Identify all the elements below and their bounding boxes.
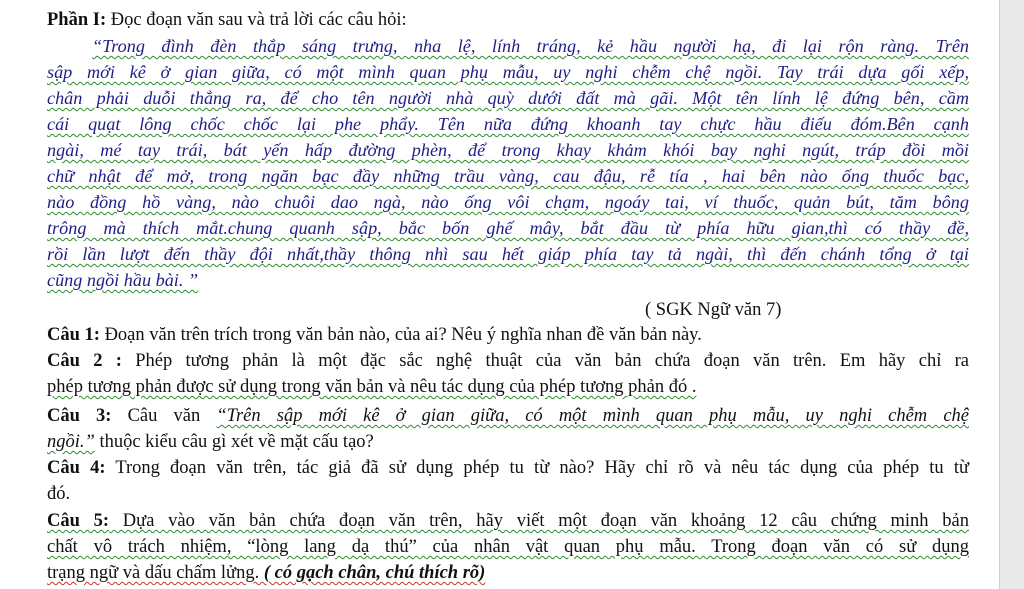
- question-2-line-1: [47, 350, 969, 372]
- question-3-line-2: [47, 431, 969, 453]
- question-3-label: Câu 3:: [47, 406, 112, 426]
- passage-line-6: chữ nhật để mở, trong ngăn bạc đầy những trầu vàng, cau đậu, rễ tía , hai bên nào ống thuốc bạc,: [47, 166, 969, 186]
- question-3-plain-1: Câu văn: [111, 406, 217, 426]
- question-3-quote-1: “Trên sập mới kê ở gian giữa, có một mình quan phụ mẫu, uy nghi chễm chệ: [216, 406, 969, 426]
- part-title: [47, 9, 969, 31]
- question-5-label: Câu 5:: [47, 511, 110, 531]
- question-5-line-2: chất vô trách nhiệm, “lòng lang dạ thú” của nhân vật quan phụ mẫu. Trong đoạn văn có sử dụng: [47, 537, 969, 557]
- question-5-emphasis: ( có gạch chân, chú thích rõ): [263, 563, 486, 583]
- question-2-label: Câu 2 :: [47, 351, 122, 371]
- question-1-text: Đoạn văn trên trích trong văn bản nào, của ai? Nêu ý nghĩa nhan đề văn bản này.: [99, 325, 702, 345]
- passage-line-3: chân phải duỗi thẳng ra, để cho tên người nhà quỳ dưới đất mà gãi. Một tên lính lệ đứng bên, cầm: [47, 88, 969, 108]
- question-5-line-1: [47, 510, 969, 532]
- question-5-text-1: Dựa vào văn bản chứa đoạn văn trên, hãy viết một đoạn văn khoảng 12 câu chứng minh bản: [109, 511, 969, 531]
- question-1-label: Câu 1:: [47, 325, 100, 345]
- question-2-text-1: Phép tương phản là một đặc sắc nghệ thuật của văn bản chứa đoạn văn trên. Em hãy chỉ ra: [121, 351, 970, 371]
- part-label: Phần I:: [47, 10, 107, 30]
- passage-line-8: trông mà thích mắt.chung quanh sập, bắc bốn ghế mây, bắt đầu từ phía hữu gian,thì có thầy đề,: [47, 218, 969, 238]
- passage-line-4: cái quạt lông chốc chốc lại phe phẩy. Tên nữa đứng khoanh tay chực hầu điếu đóm.Bên cạnh: [47, 114, 969, 134]
- question-3-quote-2: ngồi.”: [47, 432, 95, 452]
- passage-line-1: “Trong đình đèn thắp sáng trưng, nha lệ, lính tráng, kẻ hầu người hạ, đi lại rộn ràng. Trên: [92, 36, 969, 56]
- question-1: [47, 324, 969, 346]
- passage-line-5: ngài, mé tay trái, bát yến hấp đường phèn, để trong khay khảm khói bay nghi ngút, tráp đồi mồi: [47, 140, 969, 160]
- source-citation: ( SGK Ngữ văn 7): [645, 300, 782, 320]
- question-4-text-1: Trong đoạn văn trên, tác giả đã sử dụng phép tu từ nào? Hãy chỉ rõ và nêu tác dụng của phép tu từ: [105, 458, 969, 478]
- vertical-scrollbar[interactable]: [999, 0, 1024, 589]
- question-2-line-2: phép tương phản được sử dụng trong văn bản và nêu tác dụng của phép tương phản đó .: [47, 377, 697, 397]
- question-3-line-1: [47, 405, 969, 427]
- question-4-line-1: [47, 457, 969, 479]
- passage-line-10: cũng ngồi hầu bài. ”: [47, 270, 199, 290]
- question-3-plain-2: thuộc kiểu câu gì xét về mặt cấu tạo?: [94, 432, 374, 452]
- passage-line-7: nào đồng hồ vàng, nào chuôi dao ngà, nào ống vôi chạm, ngoáy tai, ví thuốc, quản bút, tăm bông: [47, 192, 969, 212]
- question-4-line-2: đó.: [47, 484, 71, 504]
- question-4-label: Câu 4:: [47, 458, 106, 478]
- question-5-line-3: [47, 562, 969, 584]
- question-5-text-3: trạng ngữ và dấu chấm lửng.: [47, 563, 264, 583]
- passage-line-2: sập mới kê ở gian giữa, có một mình quan phụ mẫu, uy nghi chễm chệ ngồi. Tay trái dựa gối xếp,: [47, 62, 969, 82]
- passage-line-9: rồi lần lượt đến thầy đội nhất,thầy thông nhì sau hết giáp phía tay tả ngài, thì đến chánh tổng ở tại: [47, 244, 969, 264]
- part-instruction: Đọc đoạn văn sau và trả lời các câu hỏi:: [106, 10, 407, 30]
